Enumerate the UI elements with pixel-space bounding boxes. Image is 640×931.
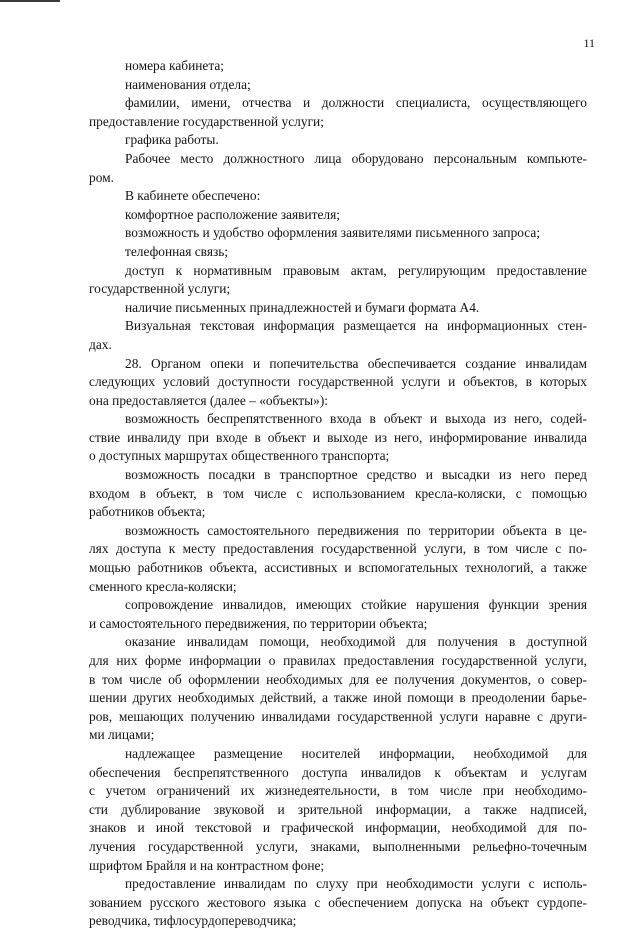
text-line: о доступных маршрутах общественного транспорта; (89, 448, 390, 464)
document-body (89, 57, 587, 931)
text-line: ми лицами; (89, 727, 155, 743)
text-line: номера кабинета; (125, 58, 225, 73)
text-line: надлежащее размещение носителей информации, необходимой для (125, 745, 587, 761)
text-line: ствие инвалиду при входе в объект и выходе из него, информирование инвалида (89, 429, 587, 445)
text-line: зованием русского жестового языка с обеспечением допуска на объект сурдопе- (89, 894, 587, 910)
text-line: В кабинете обеспечено: (125, 188, 261, 204)
text-line: Рабочее место должностного лица оборудовано персональным компьюте- (125, 150, 587, 166)
text-line: доступ к нормативным правовым актам, регулирующим предоставление (125, 262, 587, 278)
text-line: графика работы. (125, 132, 219, 148)
text-line: оказание инвалидам помощи, необходимой для получения в доступной (125, 634, 587, 650)
text-line: шении других необходимых действий, а также иной помощи в преодолении барье- (89, 690, 587, 706)
text-line: возможность и удобство оформления заявителями письменного запроса; (125, 225, 541, 241)
text-line: ров, мешающих получению инвалидами государственной услуги наравне с други- (89, 708, 587, 724)
text-line: предоставление государственной услуги; (89, 113, 324, 129)
text-line: государственной услуги; (89, 281, 231, 297)
text-line: и самостоятельного передвижения, по территории объекта; (89, 615, 428, 631)
text-line: комфортное расположение заявителя; (125, 206, 340, 222)
text-line: обеспечения беспрепятственного доступа инвалидов к объектам и услугам (89, 764, 587, 780)
text-line: она предоставляется (далее – «объекты»): (89, 392, 329, 408)
text-line: 28. Органом опеки и попечительства обеспечивается создание инвалидам (125, 355, 587, 371)
text-line: Визуальная текстовая информация размещается на информационных стен- (125, 318, 587, 334)
text-line: ром. (89, 169, 114, 185)
text-line: в том числе об оформлении необходимых для ее получения документов, о совер- (89, 671, 587, 687)
text-line: дах. (89, 336, 112, 352)
text-line: сопровождение инвалидов, имеющих стойкие нарушения функции зрения (125, 597, 587, 613)
text-line: мощью работников объекта, ассистивных и вспомогательных технологий, а также (89, 560, 587, 576)
text-line: входом в объект, в том числе с использованием кресла-коляски, с помощью (89, 485, 587, 501)
text-line: для них форме информации о правилах предоставления государственной услуги, (89, 653, 587, 668)
text-line: возможность посадки в транспортное средство и высадки из него перед (125, 467, 587, 483)
text-line: наличие письменных принадлежностей и бумаги формата А4. (125, 299, 480, 315)
text-line: лях доступа к месту предоставления государственной услуги, в том числе с по- (89, 541, 587, 557)
text-line: фамилии, имени, отчества и должности специалиста, осуществляющего (125, 95, 587, 111)
text-line: наименования отдела; (125, 76, 251, 92)
text-line: следующих условий доступности государственной услуги и объектов, в которых (89, 374, 587, 390)
text-line: сти дублирование звуковой и зрительной информации, а также надписей, (89, 801, 587, 817)
text-line: с учетом ограничений их жизнедеятельности, в том числе при необходимо- (89, 783, 587, 799)
text-line: работников объекта; (89, 504, 206, 520)
text-line: возможность самостоятельного передвижения по территории объекта в це- (125, 522, 587, 538)
text-line: сменного кресла-коляски; (89, 578, 237, 594)
page-number: 11 (583, 36, 595, 50)
text-line: телефонная связь; (125, 243, 229, 259)
text-line: лучения государственной услуги, знаками, выполненными рельефно-точечным (89, 838, 587, 854)
text-line: шрифтом Брайля и на контрастном фоне; (89, 857, 325, 873)
text-line: возможность беспрепятственного входа в объект и выхода из него, содей- (125, 411, 587, 427)
text-line: знаков и иной текстовой и графической информации, необходимой для по- (89, 820, 587, 836)
text-line: реводчика, тифлосурдопереводчика; (89, 913, 297, 929)
text-line: предоставление инвалидам по слуху при необходимости услуги с исполь- (125, 876, 587, 892)
scan-edge-mark (0, 0, 60, 2)
